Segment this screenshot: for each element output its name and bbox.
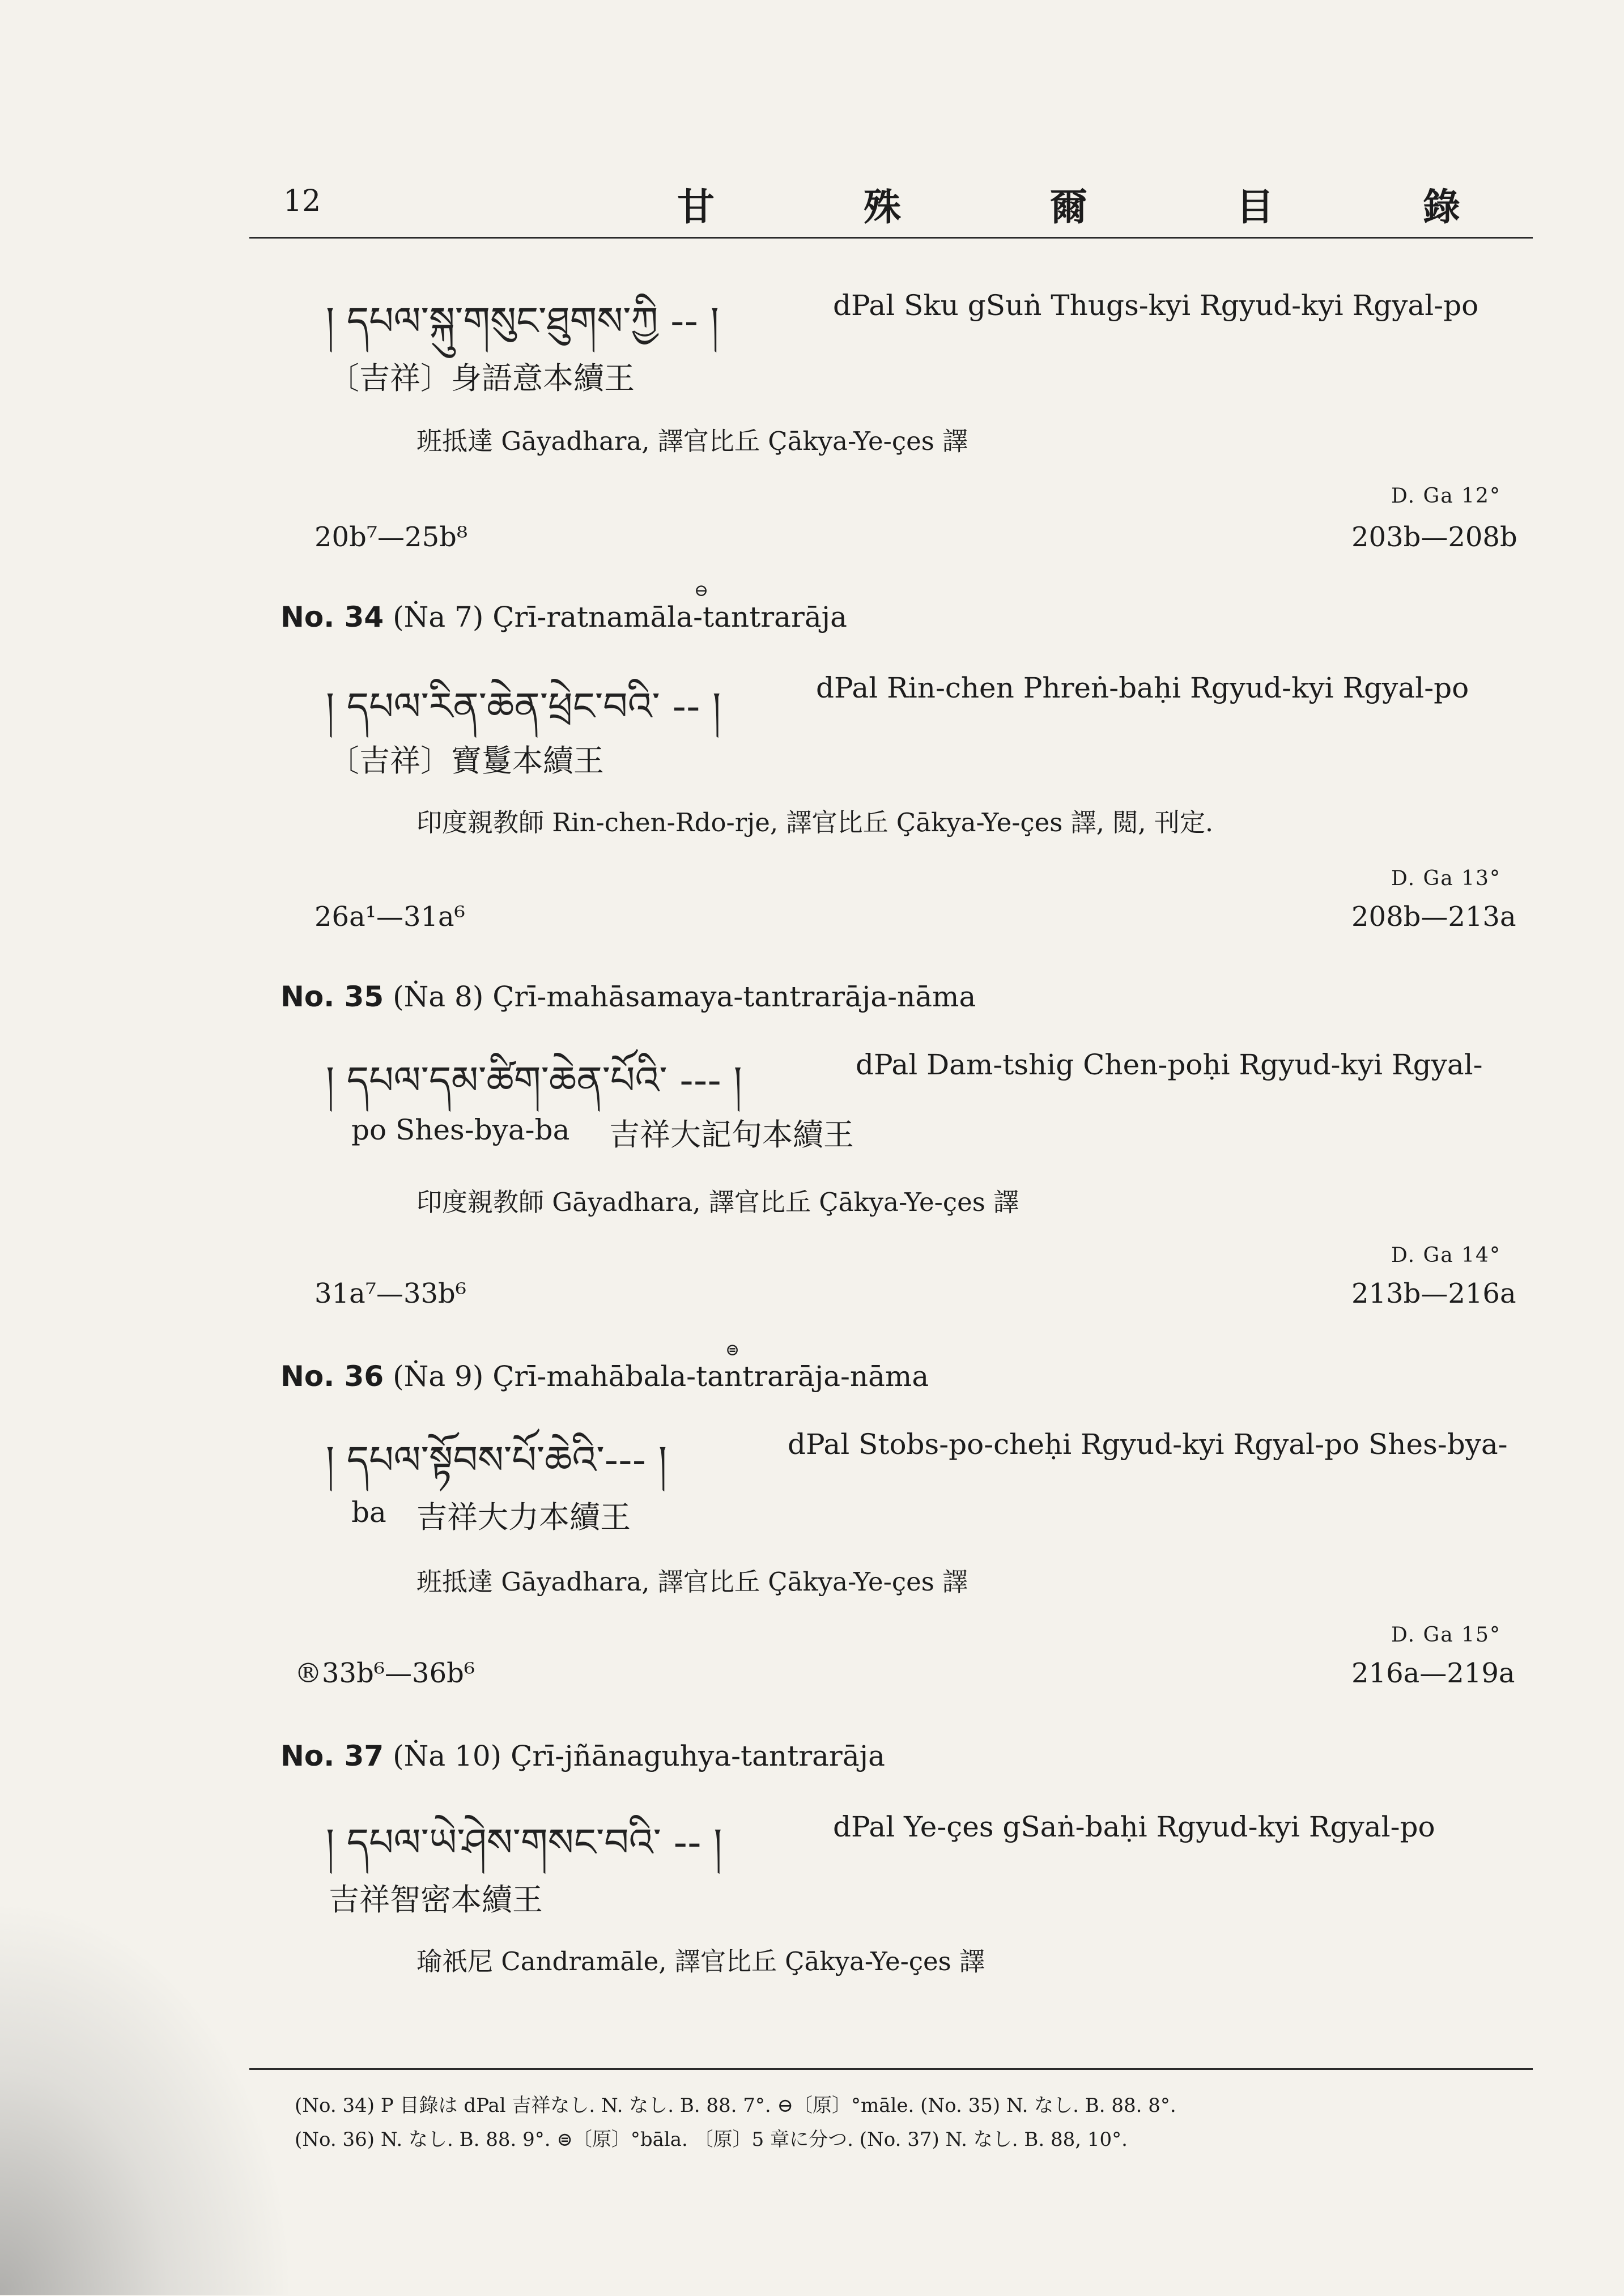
translators: 瑜祇尼 Candramāle, 譯官比丘 Çākya-Ye-çes 譯: [416, 1946, 985, 1976]
entry-heading: [280, 1360, 929, 1393]
entry-number: No. 37: [280, 1740, 384, 1772]
folio-range: 26a¹—31a⁶: [314, 901, 465, 933]
tibetan-title: ། དཔལ་སྐུ་གསུང་ཐུགས་ཀྱི -- །: [326, 299, 719, 344]
title-romanized-cont: po Shes-bya-ba: [351, 1113, 570, 1146]
page-number: 12: [283, 184, 321, 218]
footnote-rule: [249, 2068, 1533, 2070]
title-chinese: 〔吉祥〕身語意本續王: [329, 360, 635, 396]
translators: 印度親教師 Gāyadhara, 譯官比丘 Çākya-Ye-çes 譯: [416, 1187, 1019, 1217]
page-range: 213b—216a: [1351, 1278, 1516, 1309]
title-romanized: dPal Sku gSuṅ Thugs-kyi Rgyud-kyi Rgyal-po: [833, 289, 1479, 322]
running-title: 甘 殊 爾 目 錄: [677, 185, 1528, 229]
sanskrit-title: Çrī-mahābala-tantrarāja-nāma: [492, 1360, 929, 1393]
page-range: 203b—208b: [1351, 521, 1517, 553]
tibetan-title: ། དཔལ་དམ་ཚིག་ཆེན་པོའི་ --- །: [326, 1058, 742, 1103]
derge-ref: D. Ga 15°: [1391, 1623, 1501, 1647]
title-romanized-cont: ba: [351, 1496, 386, 1529]
page-range: 216a—219a: [1351, 1657, 1515, 1689]
title-chinese: 吉祥大記句本續王: [609, 1117, 854, 1153]
footnote-line: (No. 34) P 目錄は dPal 吉祥なし. N. なし. B. 88. 7°. ⊖〔原〕°māle. (No. 35) N. なし. B. 88. 8°.: [295, 2094, 1176, 2117]
tibetan-title: ། དཔལ་རིན་ཆེན་ཕྲེང་བའི་ -- །: [326, 684, 721, 729]
entry-number: No. 35: [280, 980, 384, 1013]
derge-ref: D. Ga 14°: [1391, 1244, 1501, 1267]
title-romanized: dPal Stobs-po-cheḥi Rgyud-kyi Rgyal-po Shes-bya-: [788, 1428, 1508, 1461]
entry-subnumber: (Ṅa 9): [393, 1360, 484, 1393]
derge-ref: D. Ga 13°: [1391, 867, 1501, 890]
page-range: 208b—213a: [1351, 901, 1516, 933]
folio-range: 31a⁷—33b⁶: [314, 1278, 466, 1309]
entry-subnumber: (Ṅa 8): [393, 980, 484, 1013]
footnote-line: (No. 36) N. なし. B. 88. 9°. ⊜〔原〕°bāla. 〔原〕5 章に分つ. (No. 37) N. なし. B. 88, 10°.: [295, 2128, 1128, 2151]
title-chinese: 〔吉祥〕寶鬘本續王: [329, 743, 604, 779]
entry-heading: [280, 1740, 885, 1772]
entry-heading: [280, 601, 847, 633]
sanskrit-title: Çrī-mahāsamaya-tantrarāja-nāma: [492, 980, 976, 1013]
tibetan-title: ། དཔལ་ཡེ་ཤེས་གསང་བའི་ -- །: [326, 1821, 722, 1865]
title-romanized: dPal Rin-chen Phreṅ-baḥi Rgyud-kyi Rgyal-po: [816, 671, 1469, 704]
title-romanized: dPal Ye-çes gSaṅ-baḥi Rgyud-kyi Rgyal-po: [833, 1810, 1435, 1843]
title-chinese: 吉祥大力本續王: [416, 1499, 631, 1535]
note-mark: ⊜: [725, 1340, 740, 1360]
folio-range: ®33b⁶—36b⁶: [295, 1657, 475, 1689]
sanskrit-title: Çrī-jñānaguhya-tantrarāja: [511, 1740, 885, 1772]
entry-subnumber: (Ṅa 10): [393, 1740, 502, 1772]
entry-number: No. 36: [280, 1360, 384, 1393]
note-mark: ⊖: [694, 581, 709, 601]
title-romanized: dPal Dam-tshig Chen-poḥi Rgyud-kyi Rgyal-: [856, 1048, 1483, 1081]
entry-number: No. 34: [280, 601, 384, 633]
title-chinese: 吉祥智密本續王: [329, 1882, 543, 1917]
sanskrit-title: Çrī-ratnamāla-tantrarāja: [492, 601, 847, 633]
entry-subnumber: (Ṅa 7): [393, 601, 484, 633]
entry-heading: [280, 980, 976, 1013]
tibetan-title: ། དཔལ་སྟོབས་པོ་ཆེའི་--- །: [326, 1438, 667, 1483]
translators: 班抵達 Gāyadhara, 譯官比丘 Çākya-Ye-çes 譯: [416, 426, 968, 456]
header-rule: [249, 237, 1533, 239]
translators: 印度親教師 Rin-chen-Rdo-rje, 譯官比丘 Çākya-Ye-çes 譯, 閲, 刊定.: [416, 807, 1214, 837]
folio-range: 20b⁷—25b⁸: [314, 521, 468, 553]
translators: 班抵達 Gāyadhara, 譯官比丘 Çākya-Ye-çes 譯: [416, 1567, 968, 1597]
derge-ref: D. Ga 12°: [1391, 484, 1501, 508]
scan-smudge: [0, 1898, 295, 2295]
